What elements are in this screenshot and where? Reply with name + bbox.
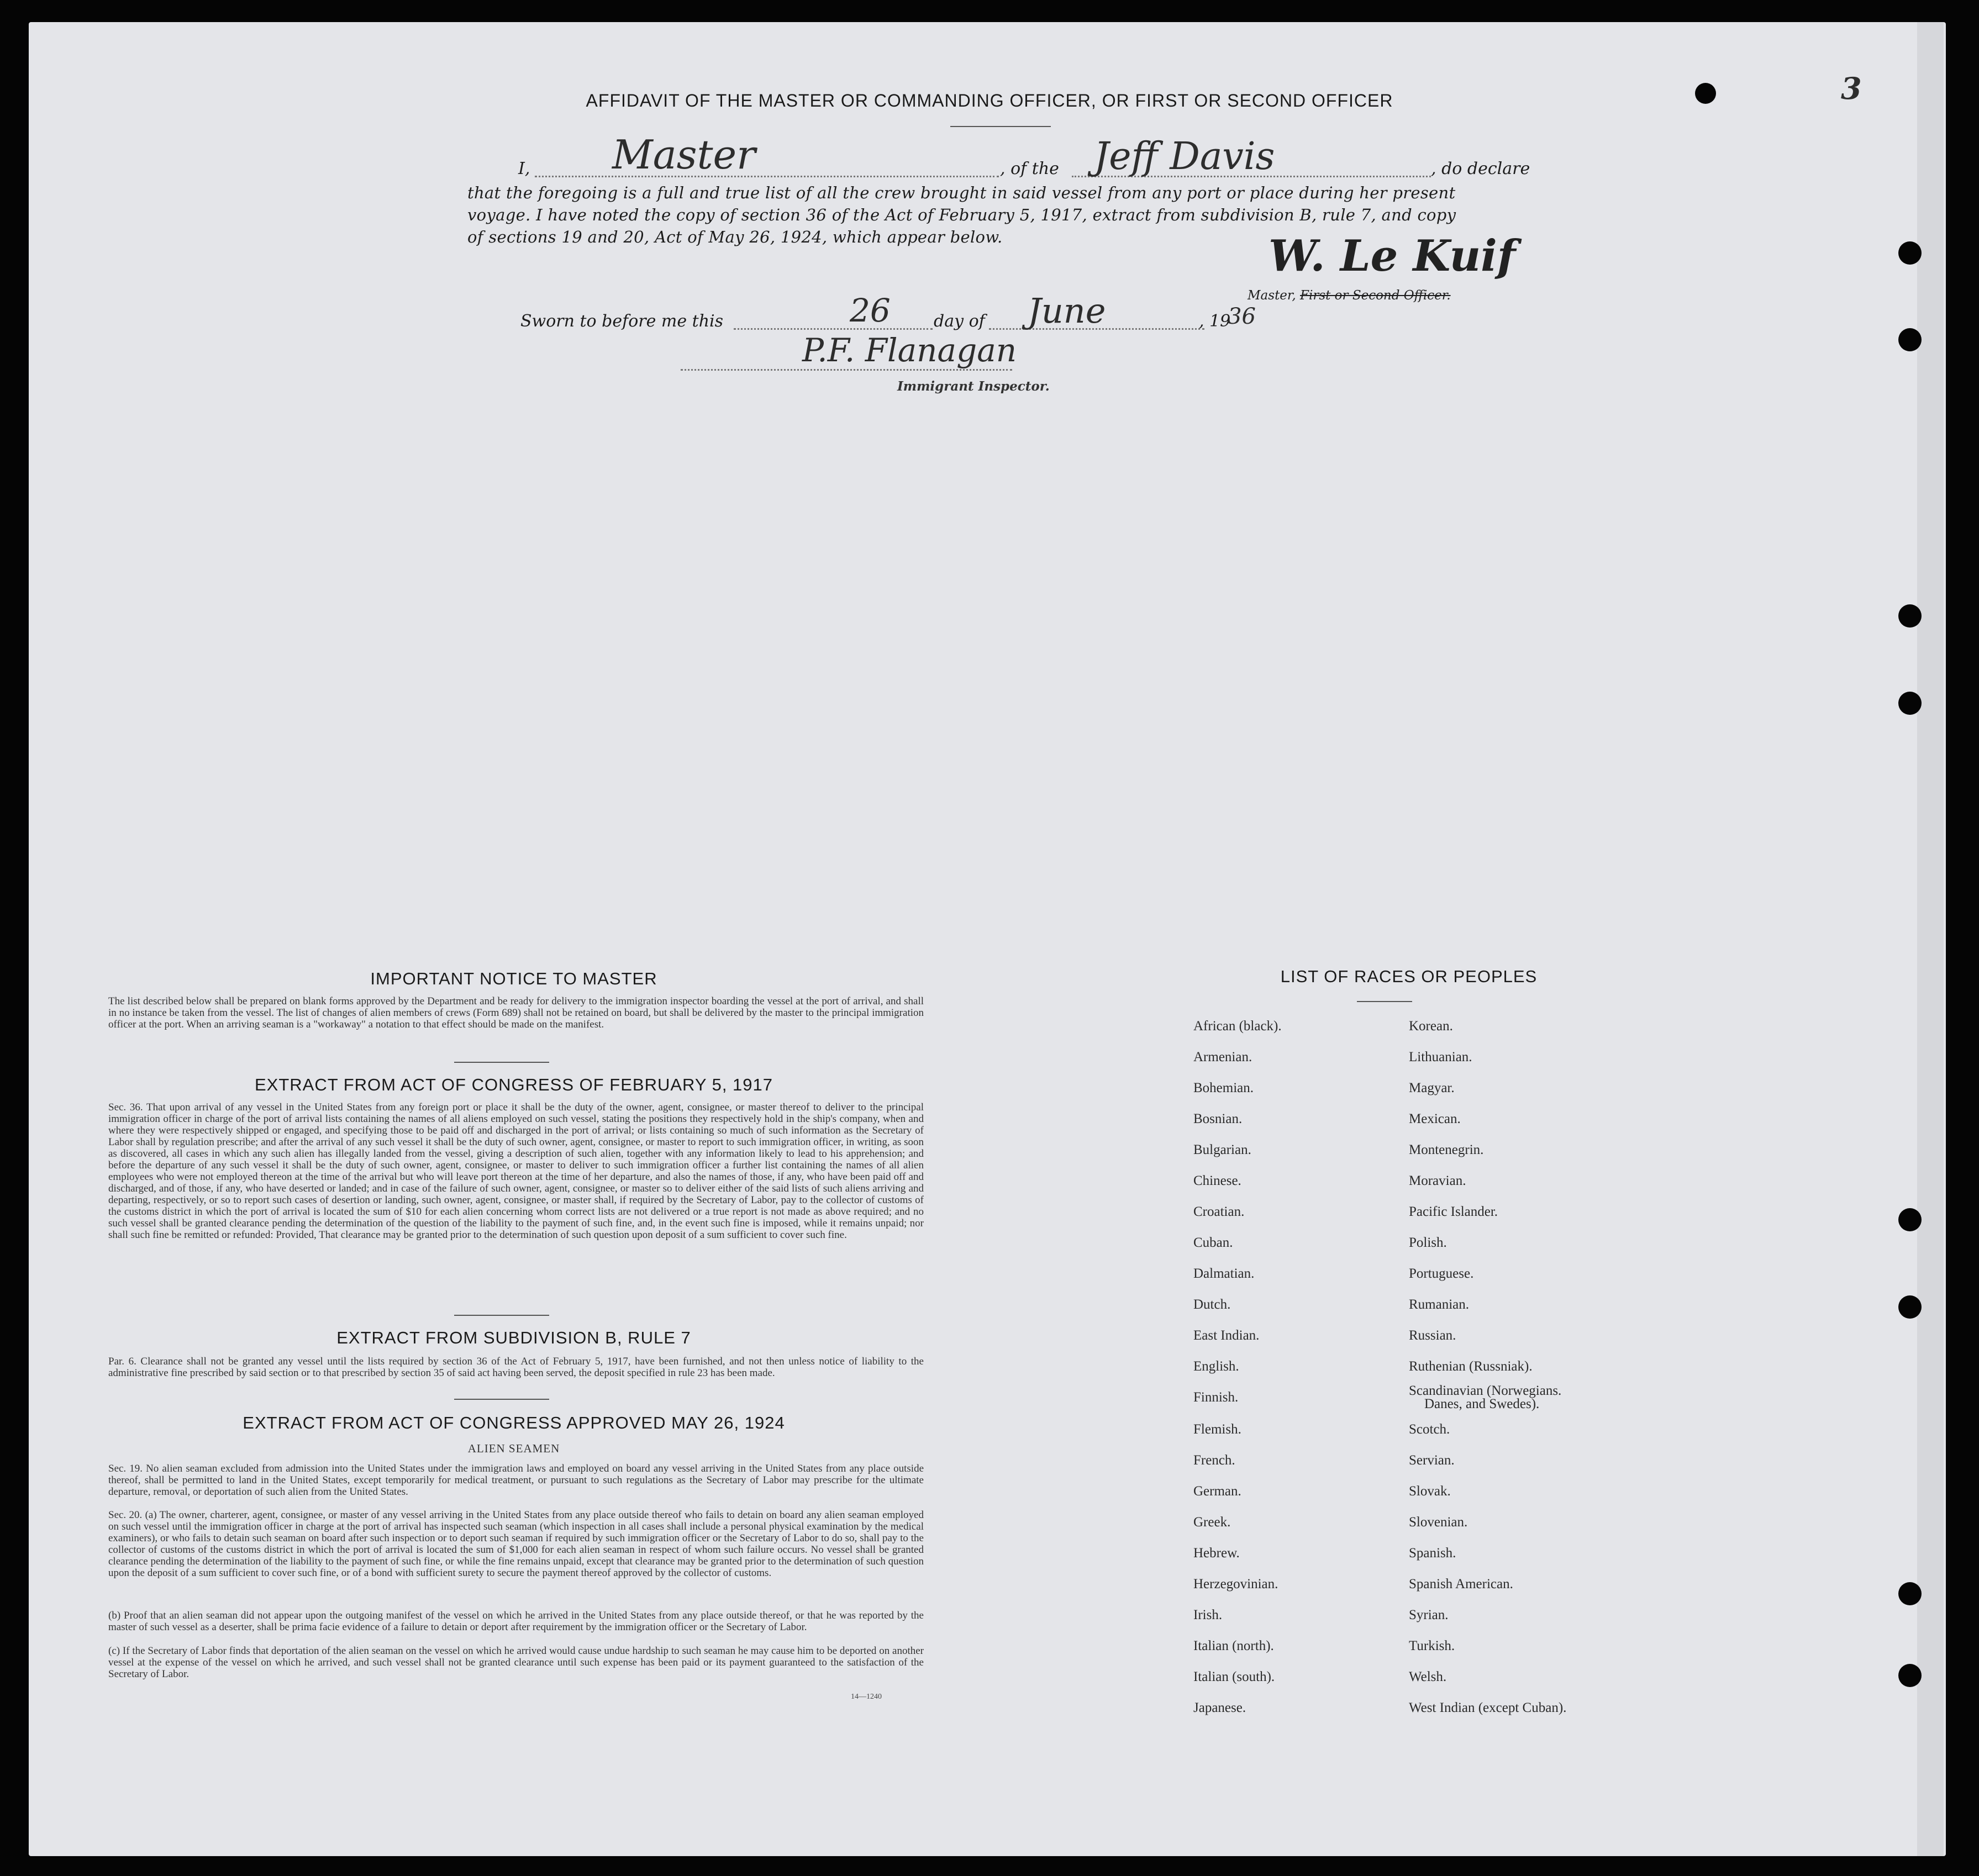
affidavit-title: AFFIDAVIT OF THE MASTER OR COMMANDING OFFICER, OR FIRST OR SECOND OFFICER <box>586 91 1393 110</box>
race-right-item: Korean. <box>1409 1019 1453 1034</box>
race-right-item: Syrian. <box>1409 1608 1449 1622</box>
extract-rule7-title: EXTRACT FROM SUBDIVISION B, RULE 7 <box>336 1328 691 1347</box>
race-right-item: Russian. <box>1409 1328 1456 1343</box>
race-left-item: German. <box>1193 1484 1241 1499</box>
master-caption-b: First or Second Officer. <box>1300 288 1451 303</box>
sworn-month-handwritten: June <box>1028 291 1106 331</box>
race-right-item: Ruthenian (Russniak). <box>1409 1359 1533 1374</box>
sec20c-text: (c) If the Secretary of Labor finds that deportation of the alien seaman on the vessel on which he arrived would cause undue hardship to such seaman he may cause him to be deported on another vessel at the expense of the vessel on which he arrived, and such vessel shall not be granted clearance until such expense has been paid or its payment guaranteed to the satisfaction of the Secretary of Labor. <box>108 1645 924 1680</box>
race-left-item: Dalmatian. <box>1193 1266 1255 1281</box>
race-left-item: English. <box>1193 1359 1239 1374</box>
master-caption-a: Master, <box>1248 288 1296 303</box>
punch-hole <box>1898 604 1922 628</box>
race-right-item: Welsh. <box>1409 1669 1447 1684</box>
punch-hole <box>1898 692 1922 715</box>
race-left-item: Bohemian. <box>1193 1081 1254 1095</box>
race-left-item: Hebrew. <box>1193 1546 1240 1561</box>
document-sheet <box>29 22 1946 1856</box>
master-dotline <box>535 176 999 177</box>
race-right-item: Magyar. <box>1409 1081 1455 1095</box>
race-right-item: Scotch. <box>1409 1422 1450 1437</box>
vessel-name-handwritten: Jeff Davis <box>1094 135 1275 178</box>
punch-hole <box>1898 328 1922 351</box>
punch-hole <box>1898 1664 1922 1687</box>
race-left-item: Italian (south). <box>1193 1669 1275 1684</box>
inspector-signature: P.F. Flanagan <box>802 331 1017 369</box>
sworn-label: Sworn to before me this <box>520 312 724 331</box>
master-caption <box>1248 288 1451 303</box>
race-left-item: Chinese. <box>1193 1173 1241 1188</box>
extract-rule7-text: Par. 6. Clearance shall not be granted any vessel until the lists required by section 36 of the Act of February 5, 1917, have been furnished, and not then unless notice of liability to the administrative fine prescribed by said section or to that prescribed by section 35 of said act having been served, the deposit specified in rule 23 has been made. <box>108 1356 924 1379</box>
of-the-label: , of the <box>1000 159 1059 178</box>
sec20a-text: Sec. 20. (a) The owner, charterer, agent, consignee, or master of any vessel arriving in the United States from any place outside thereof who fails to detain on board any alien seaman employed on such vessel until the immigration officer in charge at the port of arrival has inspected such seaman (which inspection in all cases shall include a personal physical examination by the medical examiners), or who fails to detain such seaman on board after such inspection or to deport such seaman if required by such immigration officer or the Secretary of Labor to do so, shall pay to the collector of customs of the customs district in which the port of arrival is located the sum of $1,000 for each alien seaman in respect of whom such failure occurs. No vessel shall be granted clearance pending the determination of the liability to the payment of such fine, or while the fine remains unpaid, except that clearance may be granted prior to the determination of such question upon the deposit of a sum sufficient to cover such fine, or of a bond with sufficient surety to secure the payment thereof approved by the collector of customs. <box>108 1509 924 1579</box>
notice-text: The list described below shall be prepared on blank forms approved by the Department and be ready for delivery to the immigration inspector boarding the vessel at the port of arrival, and shall in no instance be taken from the vessel. The list of changes of alien members of crews (Form 689) shall not be retained on board, but shall be delivered by the master to the principal immigration officer at the port. When an arriving seaman is a "workaway" a notation to that effect should be made on the manifest. <box>108 995 924 1030</box>
day-of-label: day of <box>934 312 985 331</box>
race-left-item: Irish. <box>1193 1608 1223 1622</box>
race-left-item: Bosnian. <box>1193 1111 1243 1126</box>
race-right-item: Servian. <box>1409 1453 1455 1468</box>
master-handwritten: Master <box>612 131 756 178</box>
race-right-item: Moravian. <box>1409 1173 1466 1188</box>
year-handwritten: 36 <box>1228 304 1256 329</box>
i-label: I, <box>518 159 530 178</box>
race-right-item: Rumanian. <box>1409 1297 1470 1312</box>
race-right-item: Pacific Islander. <box>1409 1204 1498 1219</box>
race-right-item: Slovak. <box>1409 1484 1451 1499</box>
race-right-item: Turkish. <box>1409 1638 1455 1653</box>
race-left-item: Herzegovinian. <box>1193 1577 1278 1592</box>
race-left-item: Dutch. <box>1193 1297 1231 1312</box>
race-left-item: Armenian. <box>1193 1050 1252 1065</box>
race-right-item: Scandinavian (Norwegians. <box>1409 1383 1562 1398</box>
race-left-item: Greek. <box>1193 1515 1231 1530</box>
race-right-item: Slovenian. <box>1409 1515 1468 1530</box>
races-rule <box>1357 1001 1412 1002</box>
extract-1924-subtitle: ALIEN SEAMEN <box>467 1442 560 1455</box>
title-rule <box>950 126 1051 127</box>
race-left-item: French. <box>1193 1453 1235 1468</box>
affidavit-line-4: of sections 19 and 20, Act of May 26, 1924, which appear below. <box>467 228 1003 246</box>
sheet-edge <box>1917 22 1944 1856</box>
race-right-item: West Indian (except Cuban). <box>1409 1700 1567 1715</box>
affidavit-line-2: that the foregoing is a full and true list of all the crew brought in said vessel from any port or place during her present <box>467 183 1456 202</box>
race-left-item: Flemish. <box>1193 1422 1241 1437</box>
inspector-dotline <box>681 369 1012 371</box>
race-scandinavian-continued: Danes, and Swedes). <box>1424 1397 1540 1411</box>
race-left-item: Bulgarian. <box>1193 1142 1251 1157</box>
affidavit-line-3: voyage. I have noted the copy of section 36 of the Act of February 5, 1917, extract from subdivision B, rule 7, and copy <box>467 205 1456 224</box>
race-right-item: Montenegrin. <box>1409 1142 1484 1157</box>
extract-rule7-rule <box>454 1399 549 1400</box>
race-right-item: Mexican. <box>1409 1111 1461 1126</box>
extract-1924-title: EXTRACT FROM ACT OF CONGRESS APPROVED MAY 26, 1924 <box>243 1413 785 1432</box>
sec20b-text: (b) Proof that an alien seaman did not appear upon the outgoing manifest of the vessel on which he arrived in the United States from any place outside thereof, or that he was reported by the master of such vessel as a deserter, shall be prima facie evidence of a failure to detain or deport after requirement by the immigration officer or the Secretary of Labor. <box>108 1610 924 1633</box>
extract-1917-text: Sec. 36. That upon arrival of any vessel in the United States from any foreign port or place it shall be the duty of the owner, agent, consignee, or master thereof to deliver to the principal immigration officer in charge of the port of arrival lists containing the names of all aliens employed on such vessel, stating the positions they respectively hold in the ship's company, when and where they were respectively shipped or engaged, and specifying those to be paid off and discharged in the port of arrival; or lists containing so much of such information as the Secretary of Labor shall by regulation prescribe; and after the arrival of any such vessel it shall be the duty of such owner, agent, consignee, or master to report to such immigration officer, in writing, as soon as discovered, all cases in which any such alien has illegally landed from the vessel, giving a description of such alien, together with any information likely to lead to his apprehension; and before the departure of any such vessel it shall be the duty of such owner, agent, consignee, or master to deliver to such immigration officer a further list containing the names of all alien employees who were not employed thereon at the time of the arrival but who will leave port thereon at the time of her departure, and also the names of those, if any, who have been paid off and discharged, and of those, if any, who have deserted or landed; and in case of the failure of such owner, agent, consignee, or master so to deliver either of the said lists of such aliens arriving and departing, respectively, or so to report such cases of desertion or landing, such owner, agent, consignee, or master shall, if required by the Secretary of Labor, pay to the collector of customs of the customs district in which the port of arrival is located the sum of $10 for each alien concerning whom correct lists are not delivered or a true report is not made as above required; and no such vessel shall be granted clearance pending the determination of the question of the liability to the payment of such fine, and, in the event such fine is imposed, while it remains unpaid; nor shall such fine be remitted or refunded: Provided, That clearance may be granted prior to the determination of such question upon deposit of a sum sufficient to cover such fine. <box>108 1102 924 1241</box>
race-left-item: Cuban. <box>1193 1235 1233 1250</box>
form-number: 14—1240 <box>851 1693 882 1701</box>
race-right-item: Spanish. <box>1409 1546 1456 1561</box>
race-left-item: Japanese. <box>1193 1700 1246 1715</box>
race-left-item: African (black). <box>1193 1019 1282 1034</box>
punch-hole <box>1898 1582 1922 1605</box>
race-left-item: East Indian. <box>1193 1328 1260 1343</box>
race-right-item: Portuguese. <box>1409 1266 1474 1281</box>
master-signature: W. Le Kuif <box>1269 231 1516 281</box>
sec19-text: Sec. 19. No alien seaman excluded from admission into the United States under the immigration laws and employed on board any vessel arriving in the United States from any place outside thereof, shall be permitted to land in the United States, except temporarily for medical treatment, or pursuant to such regulations as the Secretary of Labor may prescribe for the ultimate departure, removal, or deportation of such alien from the United States. <box>108 1463 924 1498</box>
extract-1917-title: EXTRACT FROM ACT OF CONGRESS OF FEBRUARY 5, 1917 <box>254 1075 773 1094</box>
punch-hole <box>1898 241 1922 265</box>
race-left-item: Italian (north). <box>1193 1638 1274 1653</box>
sworn-day-dotline <box>734 328 933 330</box>
inspector-caption: Immigrant Inspector. <box>897 379 1050 394</box>
sworn-day-handwritten: 26 <box>850 292 891 329</box>
extract-1917-rule <box>454 1315 549 1316</box>
race-right-item: Lithuanian. <box>1409 1050 1472 1065</box>
races-title: LIST OF RACES OR PEOPLES <box>1280 967 1538 986</box>
corner-mark: 3 <box>1841 71 1862 106</box>
notice-rule <box>454 1062 549 1063</box>
notice-title: IMPORTANT NOTICE TO MASTER <box>370 969 657 988</box>
race-left-item: Croatian. <box>1193 1204 1245 1219</box>
punch-hole <box>1898 1208 1922 1231</box>
do-declare-label: , do declare <box>1431 159 1530 178</box>
race-right-item: Polish. <box>1409 1235 1447 1250</box>
race-left-item: Finnish. <box>1193 1390 1239 1405</box>
year-prefix: , 19 <box>1199 312 1231 331</box>
punch-hole <box>1898 1295 1922 1319</box>
race-right-item: Spanish American. <box>1409 1577 1513 1592</box>
